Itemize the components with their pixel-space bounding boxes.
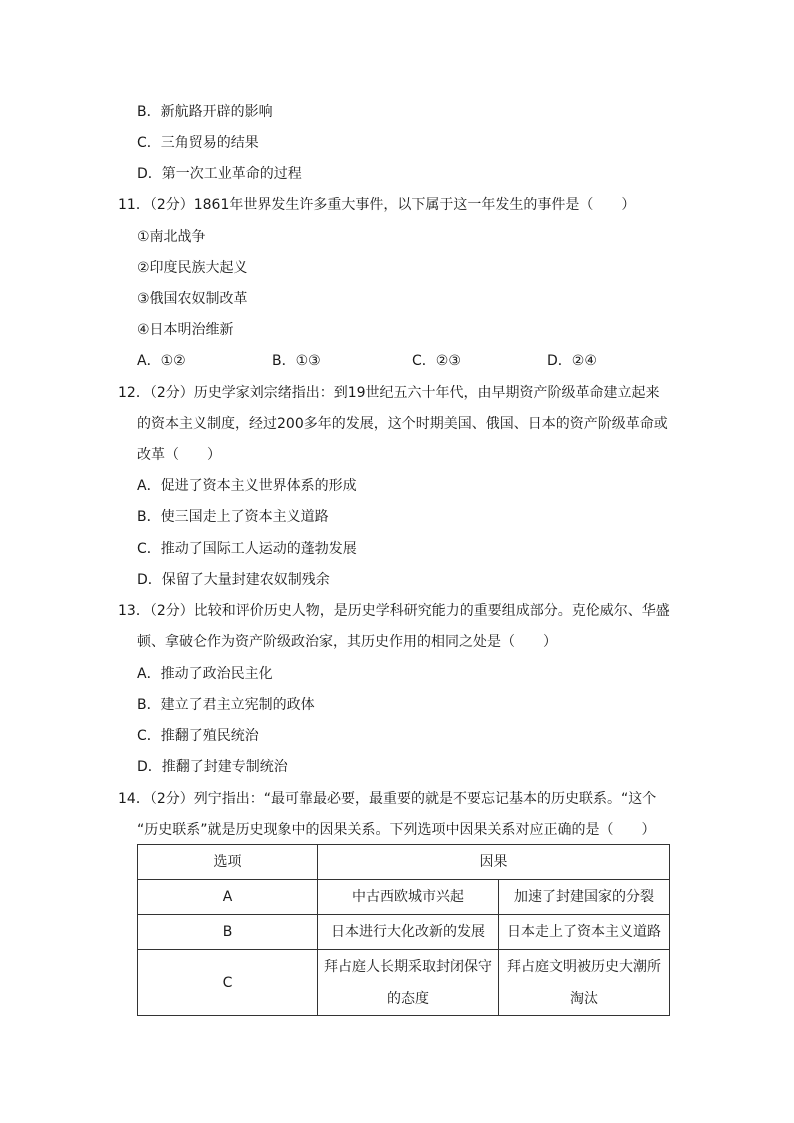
q11-item-4: ④日本明治维新: [137, 322, 234, 338]
q12-option-c: C．推动了国际工人运动的蓬勃发展: [137, 541, 357, 557]
q12-option-d: D．保留了大量封建农奴制残余: [137, 572, 330, 588]
q14-table: [137, 844, 670, 1016]
q13-stem-line-1: 13．（2分）比较和评价历史人物，是历史学科研究能力的重要组成部分。克伦威尔、华盛: [118, 603, 670, 619]
q13-option-b: B．建立了君主立宪制的政体: [137, 697, 315, 713]
q11-item-1: ①南北战争: [137, 229, 206, 245]
table-cell-cause: 中古西欧城市兴起: [318, 880, 499, 915]
q11-options-row: [137, 351, 657, 371]
q11-option-a: A．①②: [137, 353, 186, 369]
q14-stem-line-2: “历史联系”就是历史现象中的因果关系。下列选项中因果关系对应正确的是（ ）: [137, 822, 656, 838]
q12-option-a: A．促进了资本主义世界体系的形成: [137, 478, 357, 494]
table-header-cause-effect: 因果: [318, 845, 670, 880]
q11-option-b: B．①③: [272, 353, 321, 369]
q14-stem-line-1: 14．（2分）列宁指出：“最可靠最必要，最重要的就是不要忘记基本的历史联系。“这个: [118, 791, 657, 807]
table-header-row: [138, 845, 670, 880]
q11-item-3: ③俄国农奴制改革: [137, 291, 248, 307]
q12-option-b: B．使三国走上了资本主义道路: [137, 509, 329, 525]
table-cell-cause: 拜占庭人长期采取封闭保守的态度: [318, 950, 499, 1016]
q10-option-c: C．三角贸易的结果: [137, 135, 259, 151]
q10-option-b: B．新航路开辟的影响: [137, 104, 273, 120]
q11-item-2: ②印度民族大起义: [137, 260, 248, 276]
q11-option-d: D．②④: [547, 353, 597, 369]
q13-option-c: C．推翻了殖民统治: [137, 728, 259, 744]
q13-stem-line-2: 顿、拿破仑作为资产阶级政治家，其历史作用的相同之处是（ ）: [137, 634, 557, 650]
q12-stem-line-1: 12．（2分）历史学家刘宗绪指出：到19世纪五六十年代，由早期资产阶级革命建立起来: [118, 385, 660, 401]
table-cell-option: C: [138, 950, 318, 1016]
q12-stem-line-2: 的资本主义制度，经过200多年的发展，这个时期美国、俄国、日本的资产阶级革命或: [137, 416, 668, 432]
table-cell-effect: 加速了封建国家的分裂: [499, 880, 670, 915]
table-cell-effect: 日本走上了资本主义道路: [499, 915, 670, 950]
table-header-option: 选项: [138, 845, 318, 880]
table-row: [138, 950, 670, 1016]
table-cell-option: B: [138, 915, 318, 950]
table-cell-option: A: [138, 880, 318, 915]
q11-stem: 11．（2分）1861年世界发生许多重大事件，以下属于这一年发生的事件是（ ）: [118, 197, 636, 213]
q10-option-d: D．第一次工业革命的过程: [137, 166, 302, 182]
q13-option-d: D．推翻了封建专制统治: [137, 759, 288, 775]
q12-stem-line-3: 改革（ ）: [137, 447, 221, 463]
table-cell-effect: 拜占庭文明被历史大潮所淘汰: [499, 950, 670, 1016]
q13-option-a: A．推动了政治民主化: [137, 666, 273, 682]
table-row: [138, 915, 670, 950]
table-row: [138, 880, 670, 915]
table-cell-cause: 日本进行大化改新的发展: [318, 915, 499, 950]
q11-option-c: C．②③: [412, 353, 461, 369]
